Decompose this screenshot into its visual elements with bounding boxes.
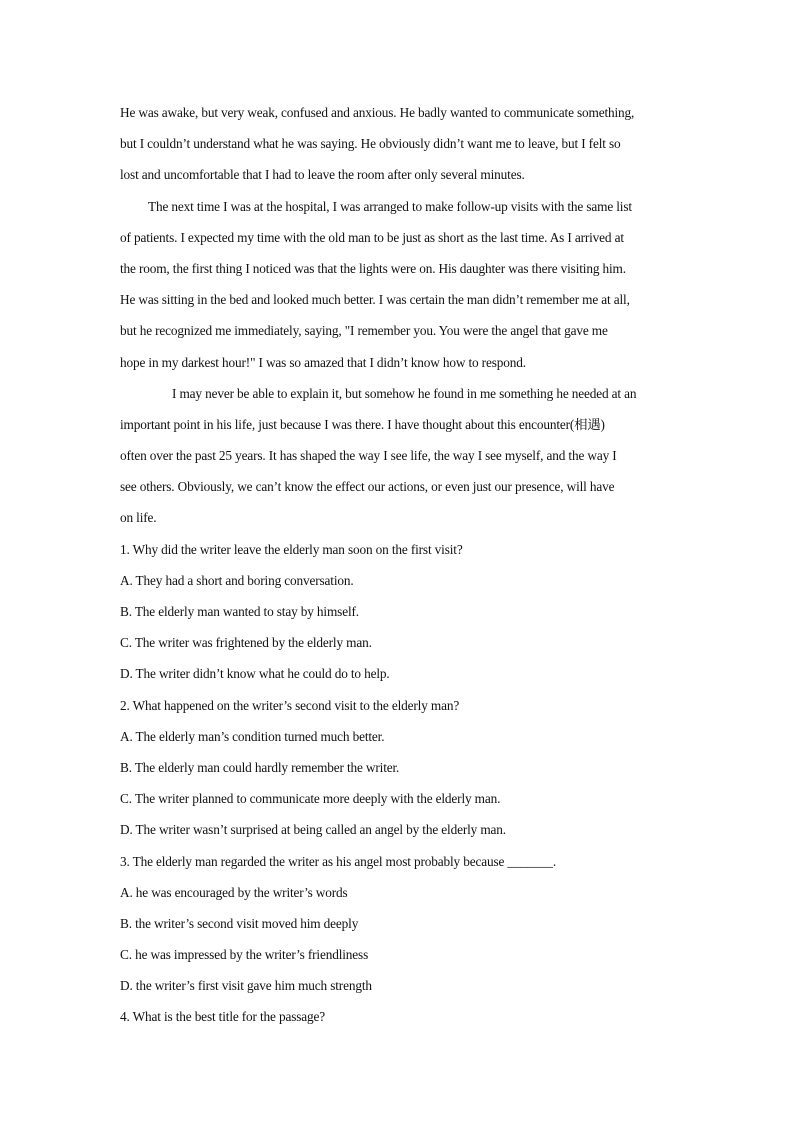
paragraph-line: but he recognized me immediately, saying, "I remember you. You were the angel that gave me — [120, 323, 608, 339]
question-1 — [120, 534, 680, 690]
answer-option: B. The elderly man wanted to stay by himself. — [120, 604, 359, 619]
answer-option: A. The elderly man’s condition turned much better. — [120, 728, 385, 744]
paragraph-line: but I couldn’t understand what he was saying. He obviously didn’t want me to leave, but I felt so — [120, 136, 621, 152]
paragraph-line: He was awake, but very weak, confused and anxious. He badly wanted to communicate something, — [120, 105, 635, 120]
answer-option: B. The elderly man could hardly remember the writer. — [120, 759, 400, 775]
paragraph-line: lost and uncomfortable that I had to leave the room after only several minutes. — [120, 167, 525, 183]
question-4 — [120, 1001, 680, 1032]
paragraph-line: The next time I was at the hospital, I was arranged to make follow-up visits with the same list — [148, 198, 632, 214]
paragraph-line: see others. Obviously, we can’t know the effect our actions, or even just our presence, will have — [120, 479, 615, 495]
paragraph-line: of patients. I expected my time with the old man to be just as short as the last time. As I arrived at — [120, 229, 624, 245]
paragraph-line: important point in his life, just because I was there. I have thought about this encounter(相遇) — [120, 416, 605, 432]
questions — [120, 534, 680, 1033]
question-stem: 1. Why did the writer leave the elderly man soon on the first visit? — [120, 541, 463, 557]
question-stem: 2. What happened on the writer’s second visit to the elderly man? — [120, 697, 460, 713]
paragraph-line: on life. — [120, 510, 157, 526]
paragraph-3 — [120, 378, 680, 534]
answer-option: D. The writer wasn’t surprised at being called an angel by the elderly man. — [120, 822, 506, 838]
answer-option: C. The writer planned to communicate more deeply with the elderly man. — [120, 791, 501, 807]
question-3 — [120, 846, 680, 1002]
question-stem: 3. The elderly man regarded the writer as his angel most probably because _______. — [120, 853, 557, 869]
answer-option: C. he was impressed by the writer’s friendliness — [120, 947, 369, 963]
passage — [120, 97, 680, 534]
answer-option: D. The writer didn’t know what he could do to help. — [120, 666, 390, 682]
answer-option: A. he was encouraged by the writer’s words — [120, 884, 348, 900]
paragraph-line: the room, the first thing I noticed was that the lights were on. His daughter was there visiting him. — [120, 260, 626, 276]
answer-option: D. the writer’s first visit gave him much strength — [120, 978, 372, 994]
paragraph-line: hope in my darkest hour!" I was so amazed that I didn’t know how to respond. — [120, 354, 526, 370]
paragraph-2 — [120, 191, 680, 378]
answer-option: B. the writer’s second visit moved him deeply — [120, 915, 359, 931]
answer-option: A. They had a short and boring conversation. — [120, 572, 354, 588]
paragraph-line: often over the past 25 years. It has shaped the way I see life, the way I see myself, and the way I — [120, 448, 617, 464]
question-stem: 4. What is the best title for the passage? — [120, 1009, 326, 1025]
question-2 — [120, 690, 680, 846]
paragraph-line: He was sitting in the bed and looked much better. I was certain the man didn’t remember me at all, — [120, 292, 630, 308]
paragraph-1 — [120, 97, 680, 191]
paragraph-line: I may never be able to explain it, but somehow he found in me something he needed at an — [172, 385, 637, 401]
answer-option: C. The writer was frightened by the elderly man. — [120, 635, 372, 651]
document-page — [120, 97, 680, 1033]
